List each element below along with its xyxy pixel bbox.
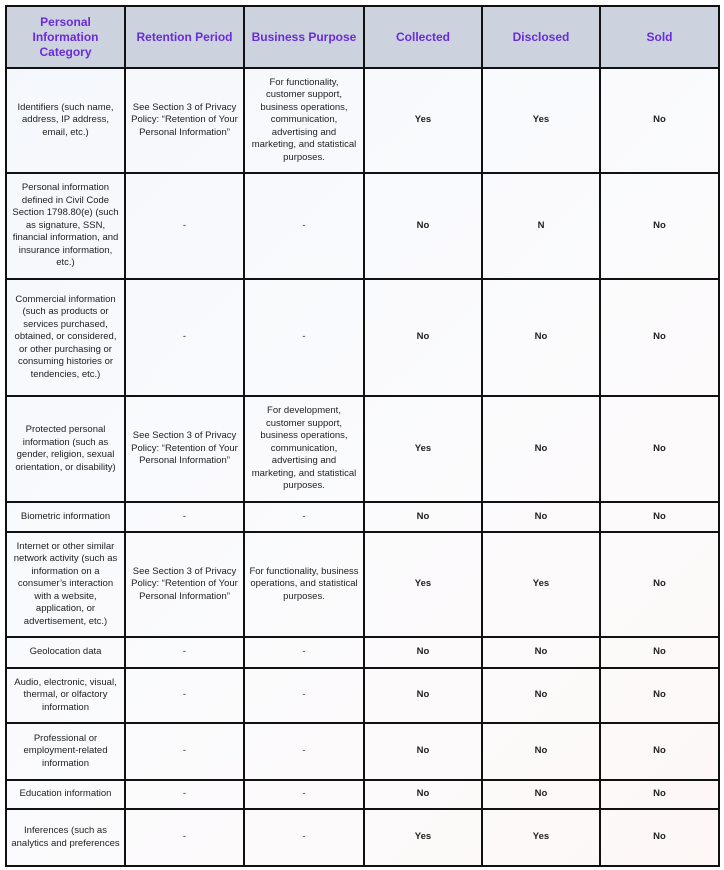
sold-cell: No xyxy=(600,279,719,396)
collected-cell: No xyxy=(364,780,482,809)
sold-cell: No xyxy=(600,532,719,637)
privacy-table-container xyxy=(5,5,718,865)
category-cell: Personal information defined in Civil Code Section 1798.80(e) (such as signature, SSN, financial information, and insurance information, etc.) xyxy=(6,173,125,279)
purpose-cell: - xyxy=(244,723,364,780)
disclosed-cell: No xyxy=(482,668,600,723)
retention-cell: - xyxy=(125,723,244,780)
collected-cell: No xyxy=(364,668,482,723)
header-retention-period: Retention Period xyxy=(125,6,244,68)
table-row xyxy=(6,396,719,502)
table-row xyxy=(6,637,719,668)
collected-cell: No xyxy=(364,173,482,279)
collected-cell: Yes xyxy=(364,532,482,637)
retention-cell: - xyxy=(125,668,244,723)
sold-cell: No xyxy=(600,668,719,723)
collected-cell: Yes xyxy=(364,68,482,173)
purpose-cell: - xyxy=(244,173,364,279)
sold-cell: No xyxy=(600,780,719,809)
collected-cell: No xyxy=(364,637,482,668)
purpose-cell: - xyxy=(244,809,364,866)
header-business-purpose: Business Purpose xyxy=(244,6,364,68)
category-cell: Internet or other similar network activity (such as information on a consumer’s interaction with a website, application, or advertisement, etc.) xyxy=(6,532,125,637)
purpose-cell: For functionality, business operations, and statistical purposes. xyxy=(244,532,364,637)
category-cell: Inferences (such as analytics and preferences xyxy=(6,809,125,866)
sold-cell: No xyxy=(600,173,719,279)
category-cell: Biometric information xyxy=(6,502,125,532)
table-row xyxy=(6,809,719,866)
purpose-cell: - xyxy=(244,637,364,668)
collected-cell: No xyxy=(364,279,482,396)
purpose-cell: - xyxy=(244,502,364,532)
sold-cell: No xyxy=(600,637,719,668)
header-sold: Sold xyxy=(600,6,719,68)
retention-cell: - xyxy=(125,279,244,396)
retention-cell: See Section 3 of Privacy Policy: “Retention of Your Personal Information” xyxy=(125,532,244,637)
sold-cell: No xyxy=(600,723,719,780)
collected-cell: No xyxy=(364,502,482,532)
disclosed-cell: Yes xyxy=(482,809,600,866)
retention-cell: - xyxy=(125,809,244,866)
category-cell: Education information xyxy=(6,780,125,809)
disclosed-cell: No xyxy=(482,279,600,396)
disclosed-cell: No xyxy=(482,396,600,502)
table-row xyxy=(6,173,719,279)
header-collected: Collected xyxy=(364,6,482,68)
disclosed-cell: No xyxy=(482,780,600,809)
category-cell: Identifiers (such name, address, IP address, email, etc.) xyxy=(6,68,125,173)
sold-cell: No xyxy=(600,396,719,502)
disclosed-cell: No xyxy=(482,502,600,532)
disclosed-cell: Yes xyxy=(482,532,600,637)
header-disclosed: Disclosed xyxy=(482,6,600,68)
table-row xyxy=(6,723,719,780)
table-row xyxy=(6,68,719,173)
purpose-cell: - xyxy=(244,780,364,809)
retention-cell: - xyxy=(125,502,244,532)
retention-cell: - xyxy=(125,637,244,668)
purpose-cell: For functionality, customer support, business operations, communication, advertising and marketing, and statistical purposes. xyxy=(244,68,364,173)
retention-cell: See Section 3 of Privacy Policy: “Retention of Your Personal Information” xyxy=(125,68,244,173)
category-cell: Protected personal information (such as gender, religion, sexual orientation, or disability) xyxy=(6,396,125,502)
purpose-cell: - xyxy=(244,668,364,723)
table-row xyxy=(6,279,719,396)
table-row xyxy=(6,502,719,532)
header-personal-information-category: Personal Information Category xyxy=(6,6,125,68)
sold-cell: No xyxy=(600,502,719,532)
purpose-cell: For development, customer support, business operations, communication, advertising and marketing, and statistical purposes. xyxy=(244,396,364,502)
retention-cell: - xyxy=(125,780,244,809)
category-cell: Commercial information (such as products or services purchased, obtained, or considered, or other purchasing or consuming histories or tendencies, etc.) xyxy=(6,279,125,396)
category-cell: Audio, electronic, visual, thermal, or olfactory information xyxy=(6,668,125,723)
disclosed-cell: N xyxy=(482,173,600,279)
table-row xyxy=(6,668,719,723)
collected-cell: Yes xyxy=(364,809,482,866)
collected-cell: No xyxy=(364,723,482,780)
retention-cell: See Section 3 of Privacy Policy: “Retention of Your Personal Information” xyxy=(125,396,244,502)
sold-cell: No xyxy=(600,68,719,173)
table-row xyxy=(6,780,719,809)
disclosed-cell: No xyxy=(482,723,600,780)
collected-cell: Yes xyxy=(364,396,482,502)
personal-information-table xyxy=(5,5,720,867)
sold-cell: No xyxy=(600,809,719,866)
table-row xyxy=(6,532,719,637)
category-cell: Geolocation data xyxy=(6,637,125,668)
retention-cell: - xyxy=(125,173,244,279)
disclosed-cell: No xyxy=(482,637,600,668)
disclosed-cell: Yes xyxy=(482,68,600,173)
category-cell: Professional or employment-related information xyxy=(6,723,125,780)
purpose-cell: - xyxy=(244,279,364,396)
table-header-row xyxy=(6,6,719,68)
